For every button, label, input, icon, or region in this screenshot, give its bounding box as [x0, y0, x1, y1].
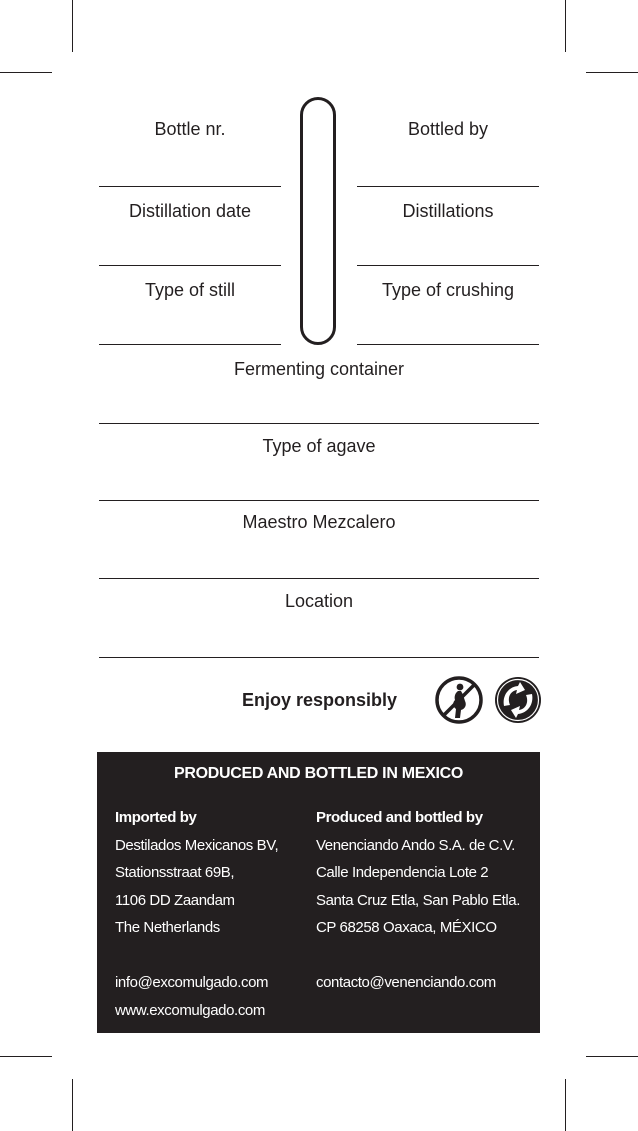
import-info-panel — [97, 752, 540, 1033]
no-pregnancy-icon — [435, 676, 483, 724]
producer-line: Calle Independencia Lote 2 — [316, 864, 489, 881]
field-line — [99, 500, 539, 501]
field-type-of-still: Type of still — [144, 280, 236, 300]
crop-mark — [0, 1056, 52, 1057]
field-line — [99, 186, 281, 187]
crop-mark — [72, 0, 73, 52]
panel-title: PRODUCED AND BOTTLED IN MEXICO — [173, 765, 464, 782]
field-line — [99, 344, 281, 345]
field-fermenting-container: Fermenting container — [233, 359, 405, 379]
importer-line: The Netherlands — [115, 919, 220, 936]
importer-email: info@excomulgado.com — [115, 974, 269, 991]
field-location: Location — [284, 591, 354, 611]
producer-line: Santa Cruz Etla, San Pablo Etla. — [316, 891, 520, 909]
crop-mark — [586, 1056, 638, 1057]
producer-line: Venenciando Ando S.A. de C.V. — [316, 836, 515, 854]
field-type-of-agave: Type of agave — [262, 436, 376, 456]
importer-line: Stationsstraat 69B, — [115, 864, 235, 881]
produced-by-column — [316, 804, 520, 997]
field-line — [99, 657, 539, 658]
field-line — [99, 423, 539, 424]
importer-line: Destilados Mexicanos BV, — [115, 836, 279, 854]
crop-mark — [565, 1079, 566, 1131]
field-type-of-crushing: Type of crushing — [381, 280, 515, 300]
green-dot-recycle-icon — [494, 676, 542, 724]
field-bottle-nr: Bottle nr. — [154, 119, 226, 139]
field-line — [99, 578, 539, 579]
producer-email: contacto@venenciando.com — [316, 974, 496, 991]
field-distillation-date: Distillation date — [128, 201, 252, 221]
field-line — [99, 265, 281, 266]
field-line — [357, 344, 539, 345]
produced-by-heading: Produced and bottled by — [316, 809, 483, 826]
crop-mark — [72, 1079, 73, 1131]
field-line — [357, 265, 539, 266]
producer-line: CP 68258 Oaxaca, MÉXICO — [316, 919, 497, 936]
crop-mark — [586, 72, 638, 73]
crop-mark — [565, 0, 566, 52]
crop-mark — [0, 72, 52, 73]
imported-by-heading: Imported by — [115, 809, 197, 826]
field-line — [357, 186, 539, 187]
importer-website: www.excomulgado.com — [115, 1001, 265, 1019]
importer-line: 1106 DD Zaandam — [115, 891, 235, 909]
field-bottled-by: Bottled by — [407, 119, 489, 139]
imported-by-column — [115, 804, 278, 1024]
zero-logo — [300, 97, 336, 345]
field-maestro-mezcalero: Maestro Mezcalero — [242, 512, 396, 532]
field-distillations: Distillations — [402, 201, 494, 221]
enjoy-responsibly: Enjoy responsibly — [241, 690, 397, 710]
